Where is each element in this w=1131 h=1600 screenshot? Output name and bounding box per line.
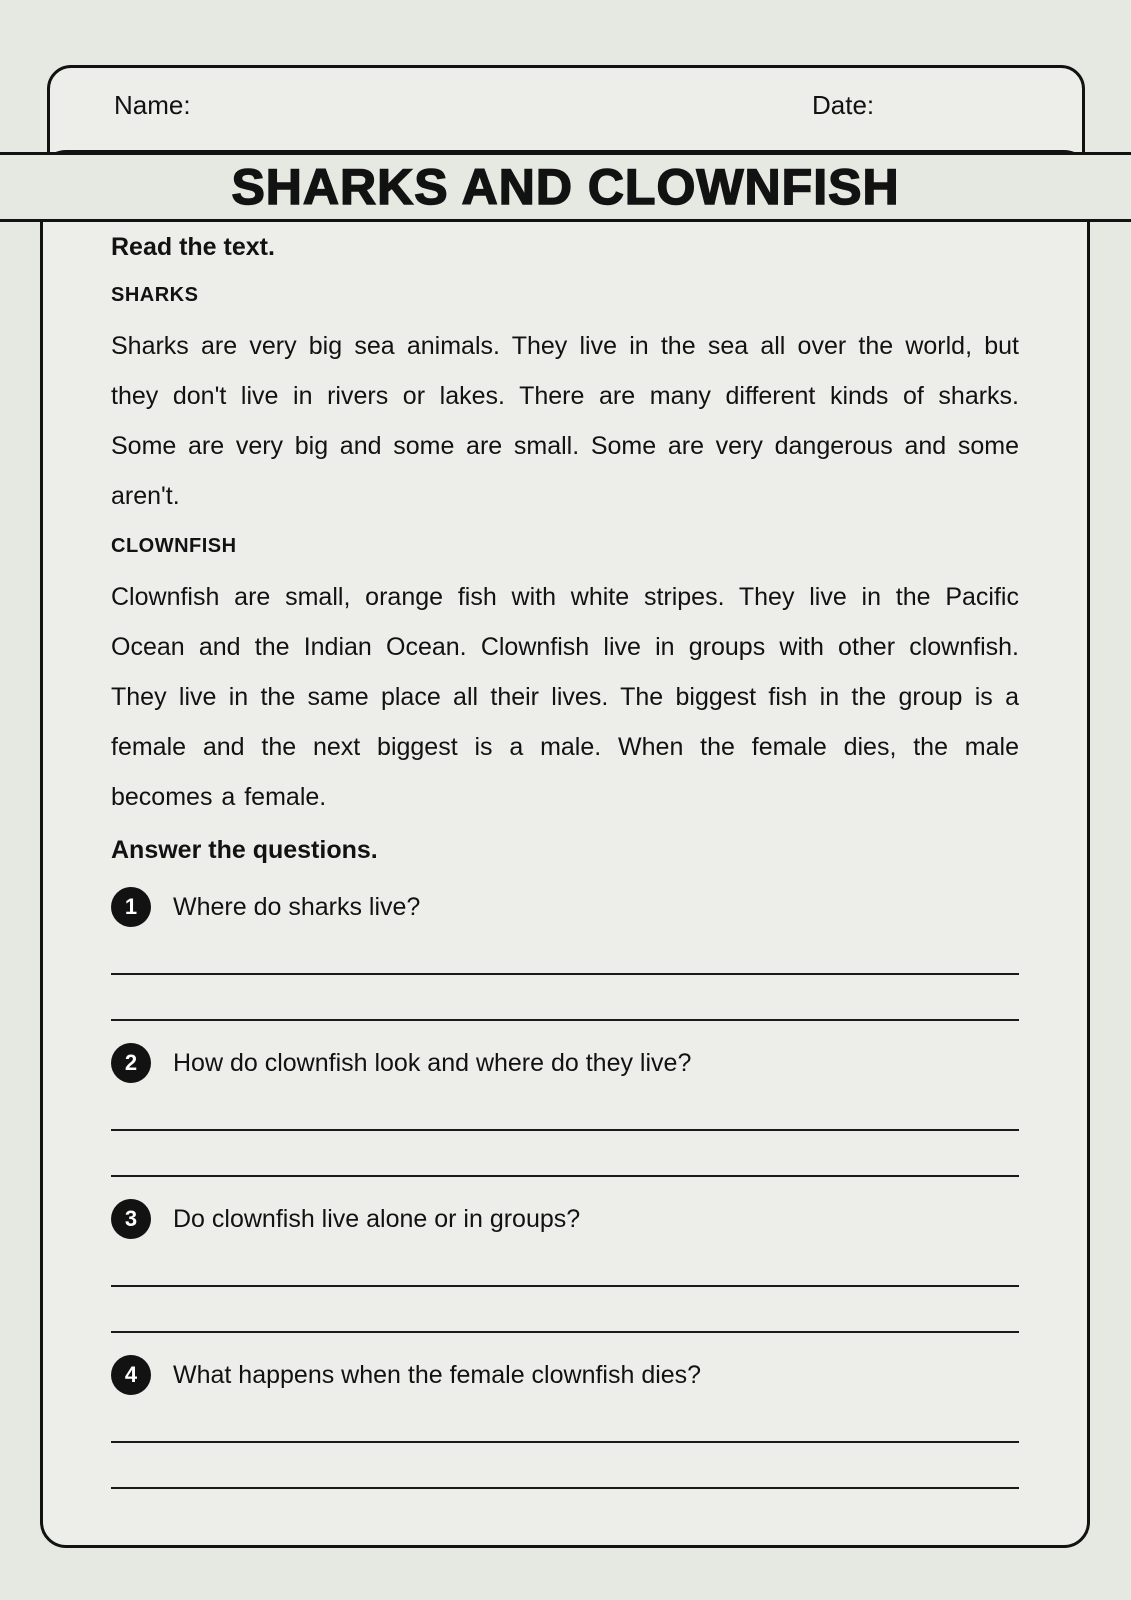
- question-number-badge: 1: [111, 887, 151, 927]
- question-text: Where do sharks live?: [173, 892, 421, 921]
- section-heading-sharks: SHARKS: [111, 284, 199, 306]
- clownfish-paragraph: Clownfish are small, orange fish with white stripes. They live in the Pacific Ocean and the Indian Ocean. Clownfish live in groups with other clownfish. They live in the same place all their lives. The biggest fish in the group is a female and the next biggest is a male. When the female dies, the male becomes a female.: [111, 583, 1019, 811]
- question-1: [111, 887, 1019, 1021]
- question-number-badge: 4: [111, 1355, 151, 1395]
- section-heading-clownfish: CLOWNFISH: [111, 535, 237, 557]
- question-3: [111, 1199, 1019, 1333]
- question-text: How do clownfish look and where do they live?: [173, 1048, 692, 1077]
- answer-line: [111, 1443, 1019, 1489]
- title-band: [0, 152, 1131, 222]
- question-2: [111, 1043, 1019, 1177]
- answer-line: [111, 1085, 1019, 1131]
- question-number-badge: 3: [111, 1199, 151, 1239]
- question-text: Do clownfish live alone or in groups?: [173, 1204, 581, 1233]
- content-box: [40, 150, 1090, 1548]
- page-title: SHARKS AND CLOWNFISH: [231, 159, 900, 215]
- question-number-badge: 2: [111, 1043, 151, 1083]
- question-text: What happens when the female clownfish dies?: [173, 1360, 702, 1389]
- question-4: [111, 1355, 1019, 1489]
- answer-line: [111, 1397, 1019, 1443]
- answer-instruction: Answer the questions.: [111, 836, 378, 864]
- read-instruction: Read the text.: [111, 233, 275, 261]
- sharks-paragraph: Sharks are very big sea animals. They live in the sea all over the world, but they don't live in rivers or lakes. There are many different kinds of sharks. Some are very big and some are small. Some are very dangerous and some aren't.: [111, 332, 1019, 510]
- answer-line: [111, 1131, 1019, 1177]
- answer-line: [111, 1241, 1019, 1287]
- answer-line: [111, 929, 1019, 975]
- answer-line: [111, 1287, 1019, 1333]
- date-label: Date:: [812, 90, 875, 120]
- answer-line: [111, 975, 1019, 1021]
- name-label: Name:: [114, 90, 191, 120]
